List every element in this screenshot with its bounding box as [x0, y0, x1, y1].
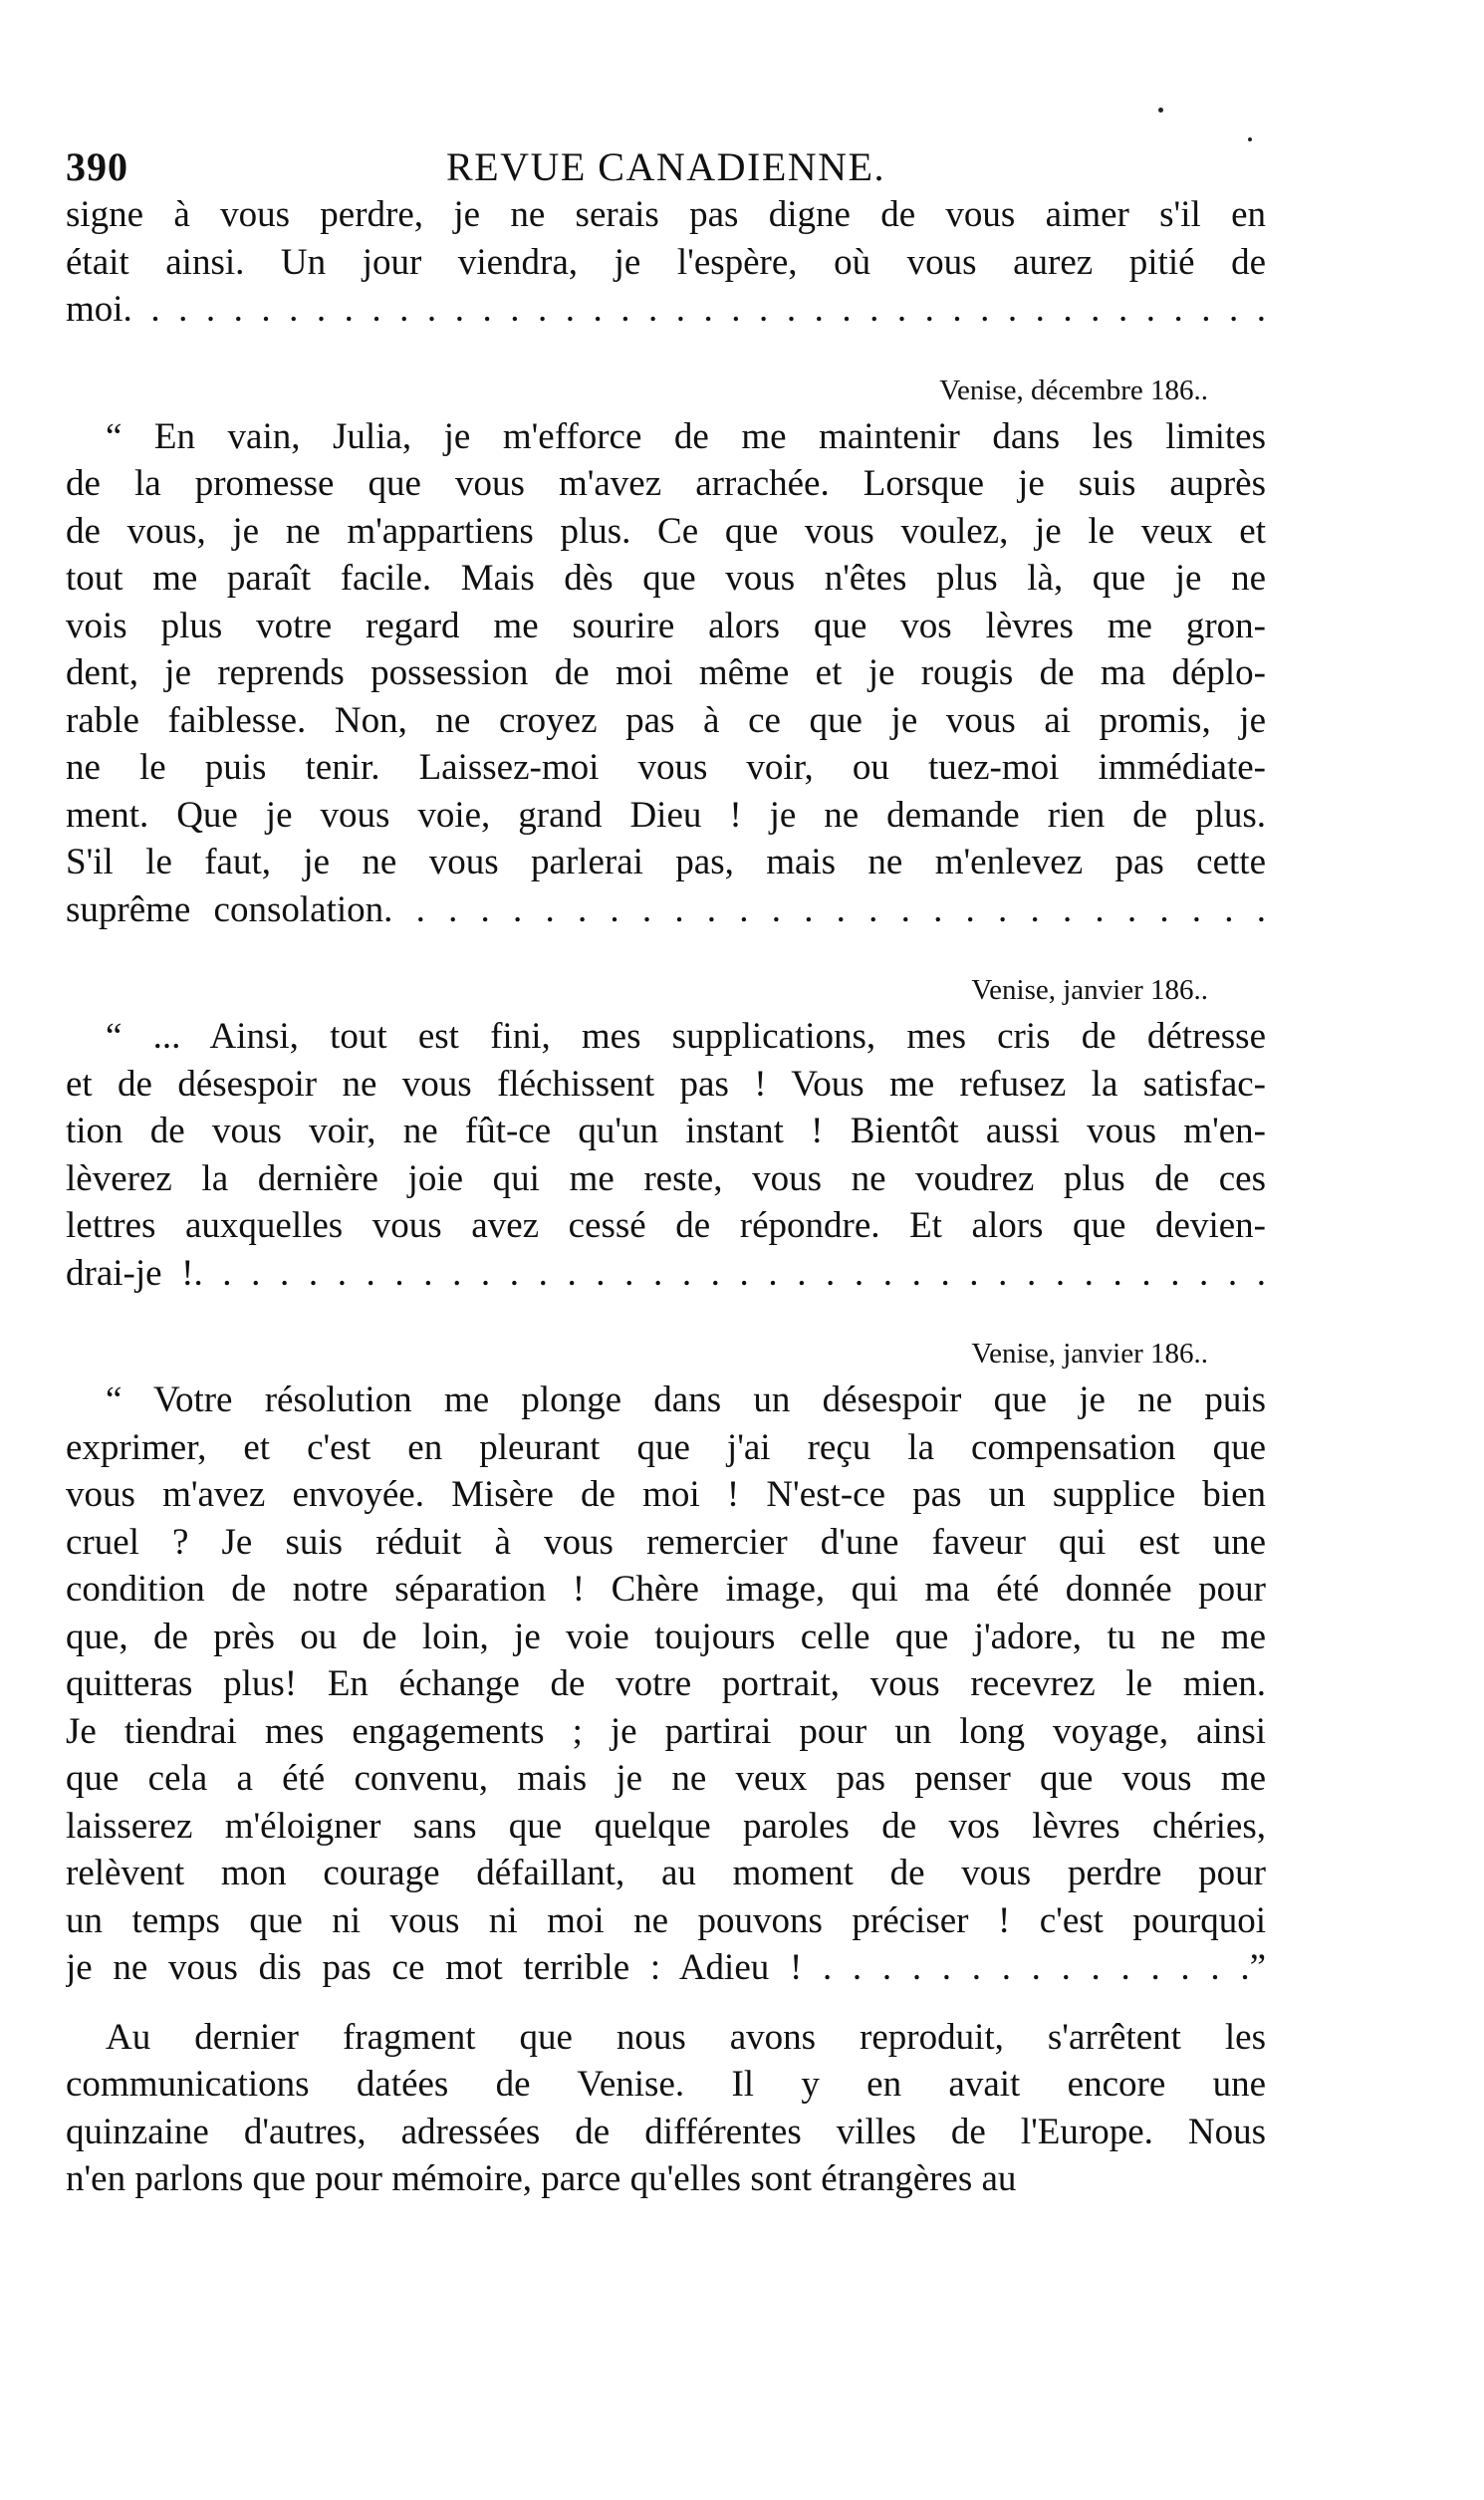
text-line: de la promesse que vous m'avez arrachée. Lorsque je suis auprès	[66, 463, 1266, 504]
text-line: ne le puis tenir. Laissez-moi vous voir, ou tuez-moi immédiate-	[66, 747, 1266, 788]
document-page	[66, 127, 1266, 2203]
text-line: Je tiendrai mes engagements ; je partirai pour un long voyage, ainsi	[66, 1710, 1266, 1752]
text-line: cruel ? Je suis réduit à vous remercier d'une faveur qui est une	[66, 1521, 1266, 1563]
text-line: relèvent mon courage défaillant, au moment de vous perdre pour	[66, 1853, 1266, 1893]
letter-dateline: Venise, décembre 186..	[939, 374, 1208, 406]
letter-dateline: Venise, janvier 186..	[971, 1338, 1208, 1370]
text-line: “ ... Ainsi, tout est fini, mes supplications, mes cris de détresse	[106, 1016, 1266, 1057]
text-line: était ainsi. Un jour viendra, je l'espère, où vous aurez pitié de	[66, 241, 1266, 283]
text-line: tout me paraît facile. Mais dès que vous n'êtes plus là, que je ne	[66, 558, 1266, 599]
text-line: lèverez la dernière joie qui me reste, vous ne voudrez plus de ces	[66, 1157, 1266, 1199]
text-line: S'il le faut, je ne vous parlerai pas, mais ne m'enlevez pas cette	[66, 842, 1266, 882]
text-line: vois plus votre regard me sourire alors que vos lèvres me gron-	[66, 605, 1266, 646]
stray-ink-mark	[1158, 108, 1163, 113]
text-line: tion de vous voir, ne fût-ce qu'un instant ! Bientôt aussi vous m'en-	[66, 1111, 1266, 1151]
text-line: dent, je reprends possession de moi même et je rougis de ma déplo-	[66, 652, 1266, 693]
text-line: suprême consolation. . . . . . . . . . . . . . . . . . . . . . . . . . . .	[66, 888, 1266, 930]
text-line: un temps que ni vous ni moi ne pouvons préciser ! c'est pourquoi	[66, 1899, 1266, 1941]
text-line: laisserez m'éloigner sans que quelque paroles de vos lèvres chéries,	[66, 1805, 1266, 1847]
letter-paragraph	[66, 1013, 1266, 1297]
text-line: moi. . . . . . . . . . . . . . . . . . . . . . . . . . . . . . . . . . . . . . . . . .	[66, 289, 1266, 330]
text-line: que, de près ou de loin, je voie toujours celle que j'adore, tu ne me	[66, 1616, 1266, 1657]
text-line: quinzaine d'autres, adressées de différentes villes de l'Europe. Nous	[66, 2111, 1266, 2152]
text-line: que cela a été convenu, mais je ne veux pas penser que vous me	[66, 1758, 1266, 1799]
letter-paragraph	[66, 413, 1266, 934]
text-line: “ Votre résolution me plonge dans un désespoir que je ne puis	[106, 1379, 1266, 1420]
page-number: 390	[66, 144, 128, 189]
text-line: communications datées de Venise. Il y en avait encore une	[66, 2064, 1266, 2105]
text-line: lettres auxquelles vous avez cessé de répondre. Et alors que devien-	[66, 1205, 1266, 1246]
text-line: signe à vous perdre, je ne serais pas digne de vous aimer s'il en	[66, 194, 1266, 235]
text-line: je ne vous dis pas ce mot terrible : Adieu ! . . . . . . . . . . . . . . .”	[66, 1947, 1266, 1988]
text-line: de vous, je ne m'appartiens plus. Ce que vous voulez, je le veux et	[66, 510, 1266, 552]
text-line: exprimer, et c'est en pleurant que j'ai reçu la compensation que	[66, 1426, 1266, 1468]
paragraph-continuation	[66, 191, 1266, 334]
letter-dateline: Venise, janvier 186..	[971, 974, 1208, 1006]
text-line: n'en parlons que pour mémoire, parce qu'elles sont étrangères au	[66, 2158, 1017, 2199]
page-header	[66, 127, 1266, 191]
text-line: condition de notre séparation ! Chère image, qui ma été donnée pour	[66, 1569, 1266, 1610]
text-line: quitteras plus! En échange de votre portrait, vous recevrez le mien.	[66, 1663, 1266, 1704]
text-line: rable faiblesse. Non, ne croyez pas à ce que je vous ai promis, je	[66, 699, 1266, 741]
text-line: drai-je !. . . . . . . . . . . . . . . . . . . . . . . . . . . . . . . . . . . . . .	[66, 1252, 1266, 1294]
running-head: REVUE CANADIENNE.	[445, 144, 885, 189]
narrative-paragraph	[66, 2014, 1266, 2203]
text-line: “ En vain, Julia, je m'efforce de me maintenir dans les limites	[106, 415, 1266, 457]
letter-paragraph	[66, 1376, 1266, 1992]
text-line: et de désespoir ne vous fléchissent pas ! Vous me refusez la satisfac-	[66, 1063, 1266, 1105]
text-line: vous m'avez envoyée. Misère de moi ! N'est-ce pas un supplice bien	[66, 1474, 1266, 1515]
text-line: ment. Que je vous voie, grand Dieu ! je ne demande rien de plus.	[66, 794, 1266, 836]
text-line: Au dernier fragment que nous avons reproduit, s'arrêtent les	[106, 2016, 1266, 2058]
